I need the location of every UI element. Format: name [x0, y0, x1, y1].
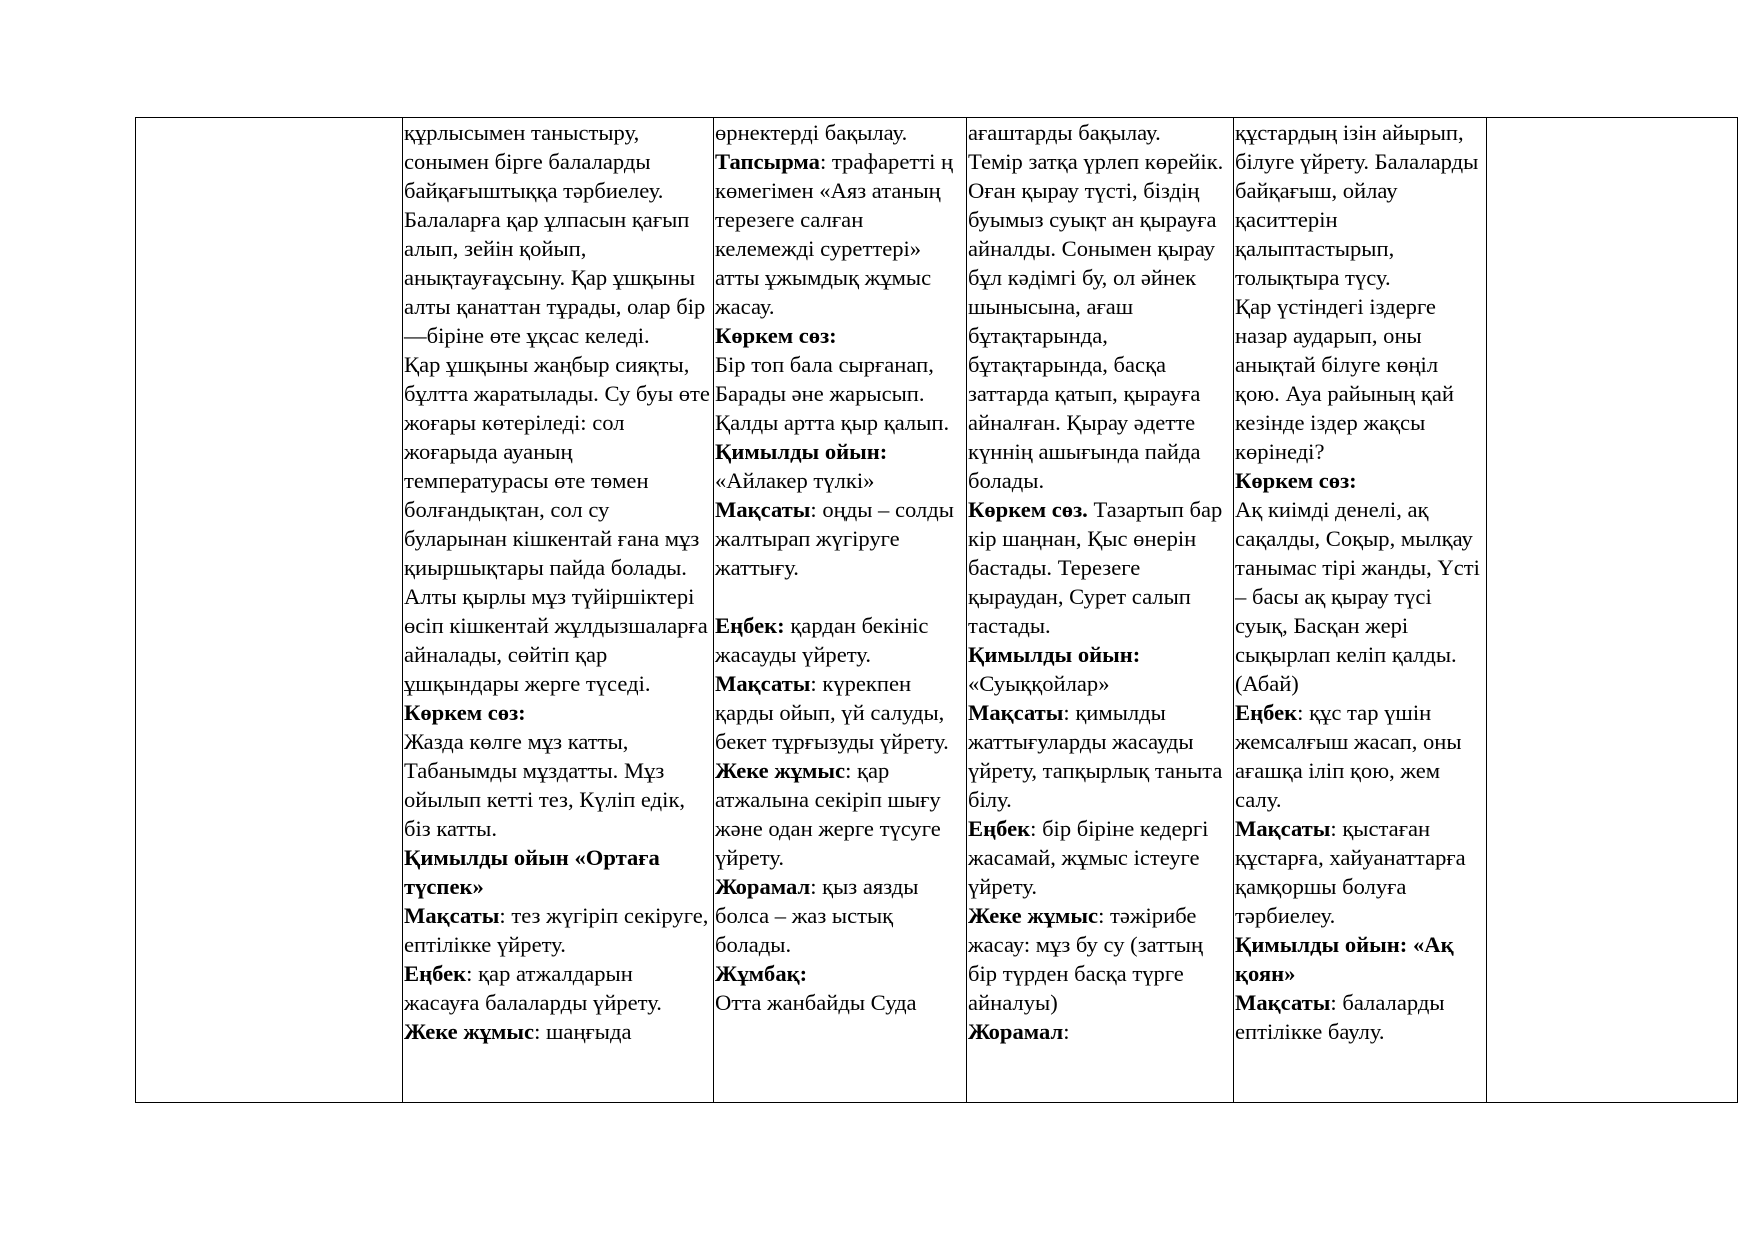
body-text: өрнектерді бақылау.	[715, 120, 908, 145]
cell-paragraph	[1235, 930, 1484, 988]
table-cell-col-5	[1234, 118, 1487, 1103]
bold-text: Мақсаты	[1235, 816, 1331, 841]
body-text: құрлысымен таныстыру, сонымен бірге балаларды байқағыштыққа тәрбиелеу.	[404, 120, 664, 203]
cell-paragraph	[404, 901, 715, 959]
body-text: : күрекпен қарды ойып, үй салуды, бекет тұрғызуды үйрету.	[715, 671, 950, 754]
cell-paragraph	[404, 1017, 711, 1046]
cell-paragraph	[715, 582, 964, 611]
cell-paragraph	[715, 988, 964, 1017]
table-cell-col-2	[403, 118, 714, 1103]
cell-paragraph	[1235, 814, 1484, 930]
body-text: : оңды – солды жалтырап жүгіруге жаттығу.	[715, 497, 960, 580]
bold-text: Жорамал	[968, 1019, 1064, 1044]
cell-paragraph	[715, 669, 964, 756]
bold-text: Жорамал	[715, 874, 811, 899]
body-text: : шаңғыда	[534, 1019, 632, 1044]
body-text	[715, 584, 721, 609]
body-text: қардан бекініс жасауды үйрету.	[715, 613, 935, 667]
body-text: : балаларды ептілікке баулу.	[1235, 990, 1451, 1044]
body-text: : қыз аязды болса – жаз ыстық болады.	[715, 874, 925, 957]
body-text: : қыстаған құстарға, хайуанаттарға қамқоршы болуға тәрбиелеу.	[1235, 816, 1472, 928]
cell-paragraph	[715, 118, 964, 147]
cell-paragraph	[404, 350, 716, 698]
bold-text: Көркем сөз:	[1235, 468, 1357, 493]
bold-text: Мақсаты	[715, 497, 811, 522]
cell-paragraph	[404, 843, 711, 901]
cell-paragraph	[968, 147, 1231, 495]
cell-paragraph	[968, 1017, 1231, 1046]
cell-paragraph	[404, 727, 711, 843]
body-text: Отта жанбайды Суда	[715, 990, 917, 1015]
cell-paragraph	[968, 495, 1231, 640]
bold-text: Жеке жұмыс	[404, 1019, 535, 1044]
bold-text: Мақсаты	[968, 700, 1064, 725]
cell-paragraph	[1235, 118, 1484, 292]
cell-paragraph	[715, 872, 964, 959]
cell-paragraph	[715, 437, 964, 466]
cell-paragraph	[968, 640, 1231, 698]
bold-text: Еңбек:	[715, 613, 785, 638]
body-text: Ақ киімді денелі, ақ сақалды, Соқыр, мылқау танымас тірі жанды, Үсті – басы ақ қырау түсі суық, Басқан жері сықырлап келіп қалды. (Абай)	[1235, 497, 1486, 696]
body-text: Бір топ бала сырғанап, Барады әне жарысып. Қалды артта қыр қалып.	[715, 352, 950, 435]
cell-paragraph	[404, 698, 711, 727]
table-cell-col-6	[1487, 118, 1738, 1103]
table-cell-col-4	[967, 118, 1234, 1103]
cell-paragraph	[715, 321, 964, 350]
bold-text: Еңбек	[404, 961, 467, 986]
body-text: Қар үстіндегі іздерге назар аударып, оны анықтай білуге көңіл қою. Ауа райының қай кезінде іздер жақсы көрінеді?	[1235, 294, 1460, 464]
body-text: : трафаретті ң көмегімен «Аяз атаның терезеге салған келемежді суреттері» атты ұжымдық жұмыс жасау.	[715, 149, 959, 319]
bold-text: Жеке жұмыс	[968, 903, 1099, 928]
bold-text: Еңбек	[1235, 700, 1298, 725]
cell-paragraph	[715, 756, 964, 872]
bold-text: Мақсаты	[1235, 990, 1331, 1015]
body-text: Балаларға қар ұлпасын қағып алып, зейін қойып, анықтауғаұсыну. Қар ұшқыны алты қанаттан тұрады, олар бір—біріне өте ұқсас келеді.	[404, 207, 706, 348]
bold-text: Қимылды ойын:	[968, 642, 1141, 667]
body-text: : тез жүгіріп секіруге, ептілікке үйрету.	[404, 903, 715, 957]
body-text: ағаштарды бақылау.	[968, 120, 1161, 145]
cell-paragraph	[715, 959, 964, 988]
cell-paragraph	[968, 118, 1231, 147]
body-text: Қар ұшқыны жаңбыр сияқты, бұлтта жаратылады. Су буы өте жоғары көтеріледі: сол жоғарыда ауаның температурасы өте төмен болғандықтан, сол су буларынан кішкентай ғана мұз қиыршықтары пайда болады. Алты қырлы мұз түйіршіктері өсіп кішкентай жұлдызшаларға айналады, сөйтіп қар ұшқындары жерге түседі.	[404, 352, 716, 696]
cell-paragraph	[1235, 292, 1484, 466]
body-text: «Айлакер түлкі»	[715, 468, 875, 493]
bold-text: Қимылды ойын: «Ақ қоян»	[1235, 932, 1460, 986]
bold-text: Мақсаты	[404, 903, 500, 928]
body-text: : қимылды жаттығуларды жасауды үйрету, тапқырлық таныта білу.	[968, 700, 1229, 812]
cell-paragraph	[715, 466, 964, 495]
bold-text: Тапсырма	[715, 149, 820, 174]
bold-text: Жеке жұмыс	[715, 758, 846, 783]
body-text: Тазартып бар кір шаңнан, Қыс өнерін бастады. Терезеге қыраудан, Сурет салып тастады.	[968, 497, 1228, 638]
body-text: «Суыққойлар»	[968, 642, 1146, 696]
bold-text: Мақсаты	[715, 671, 811, 696]
bold-text: Қимылды ойын «Ортаға түспек»	[404, 845, 666, 899]
bold-text: Қимылды ойын:	[715, 439, 888, 464]
body-text: : тәжірибе жасау: мұз бу су (заттың бір түрден басқа түрге айналуы)	[968, 903, 1209, 1015]
bold-text: Көркем сөз:	[404, 700, 526, 725]
body-text: : қар атжалдарын жасауға балаларды үйрету.	[404, 961, 662, 1015]
cell-paragraph	[404, 959, 711, 1017]
cell-paragraph	[715, 350, 964, 437]
bold-text: Көркем сөз.	[968, 497, 1088, 522]
body-text: құстардың ізін айырып, білуге үйрету. Балаларды байқағыш, ойлау қаситтерін қалыптастырып, толықтыра түсу.	[1235, 120, 1484, 290]
cell-paragraph	[715, 147, 964, 321]
cell-paragraph	[715, 611, 964, 669]
body-text: : құс тар үшін жемсалғыш жасап, оны ағашқа іліп қою, жем салу.	[1235, 700, 1468, 812]
bold-text: Жұмбақ:	[715, 961, 808, 986]
body-text: : бір біріне кедергі жасамай, жұмыс істеуге үйрету.	[968, 816, 1215, 899]
cell-paragraph	[1235, 466, 1484, 495]
plan-table	[135, 117, 1738, 1103]
cell-paragraph	[1235, 495, 1484, 698]
cell-paragraph	[404, 205, 711, 350]
cell-paragraph	[404, 118, 711, 205]
table-cell-col-3	[714, 118, 967, 1103]
body-text: :	[1063, 1019, 1070, 1044]
cell-paragraph	[968, 901, 1231, 1017]
body-text: : қар атжалына секіріп шығу және одан жерге түсуге үйрету.	[715, 758, 947, 870]
table-cell-col-1	[136, 118, 403, 1103]
cell-paragraph	[968, 698, 1231, 814]
table-row	[136, 118, 1738, 1103]
bold-text: Еңбек	[968, 816, 1031, 841]
cell-paragraph	[1235, 698, 1484, 814]
cell-paragraph	[968, 814, 1231, 901]
cell-paragraph	[1235, 988, 1484, 1046]
body-text: Жазда көлге мұз катты, Табанымды мұздатты. Мұз ойылып кетті тез, Күліп едік, біз катты.	[404, 729, 691, 841]
bold-text: Көркем сөз:	[715, 323, 837, 348]
body-text: Темір затқа үрлеп көрейік. Оған қырау түсті, біздің буымыз суықт ан қырауға айналды. Сонымен қырау бұл кәдімгі бу, ол әйнек шынысына, ағаш бұтақтарында, бұтақтарында, басқа заттарда қатып, қырауға айналған. Қырау әдетте күннің ашығында пайда болады.	[968, 149, 1229, 493]
cell-paragraph	[715, 495, 964, 582]
